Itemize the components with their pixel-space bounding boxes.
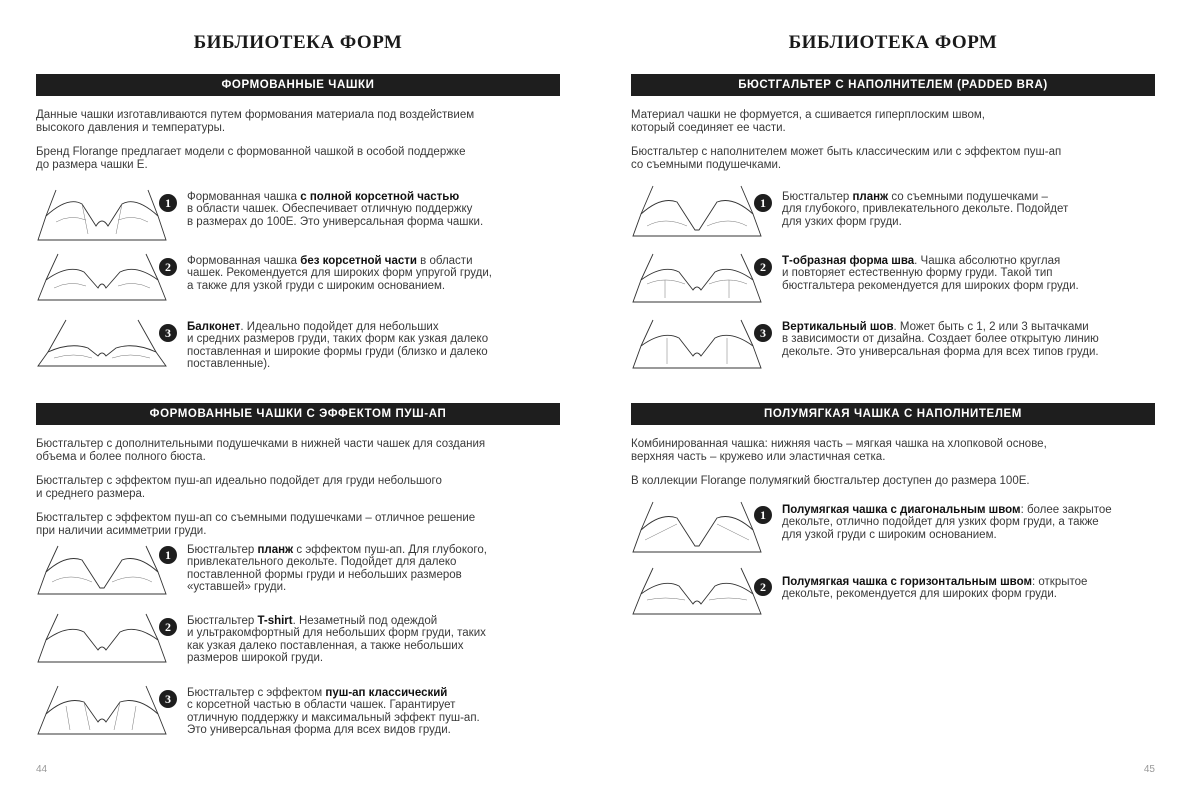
list-item (631, 498, 1155, 560)
bra-vertical-seam-illustration (631, 316, 763, 378)
section-header: ПОЛУМЯГКАЯ ЧАШКА С НАПОЛНИТЕЛЕМ (631, 403, 1155, 425)
item-number-badge: 2 (754, 578, 772, 596)
section-padded-bra (631, 74, 1155, 171)
list-item (631, 316, 1155, 378)
left-page (36, 0, 560, 794)
item-number-badge: 1 (754, 194, 772, 212)
section-molded-push-up (36, 403, 560, 537)
bra-t-shirt-illustration (36, 610, 168, 672)
item-description: Бюстгальтер T-shirt. Незаметный под одеждой и ультракомфортный для небольших форм груди, таких как узкая далеко поставленная, а также небольших размеров широкой груди. (187, 615, 486, 664)
paragraph: В коллекции Florange полумягкий бюстгальтер доступен до размера 100Е. (631, 475, 1030, 487)
item-description: Вертикальный шов. Может быть с 1, 2 или 3 вытачками в зависимости от дизайна. Создает более открытую линию декольте. Это универсальная форма для всех типов груди. (782, 321, 1099, 358)
paragraph: Комбинированная чашка: нижняя часть – мягкая чашка на хлопковой основе, верхняя часть – кружево или эластичная сетка. (631, 438, 1047, 463)
bra-t-seam-illustration (631, 250, 763, 312)
paragraph: Бюстгальтер с эффектом пуш-ап идеально подойдет для груди небольшого и среднего размера. (36, 475, 442, 500)
section-molded-cups (36, 74, 560, 171)
item-description: Полумягкая чашка с горизонтальным швом: открытое декольте, рекомендуется для широких форм груди. (782, 576, 1088, 601)
item-number-badge: 1 (159, 546, 177, 564)
item-description: Балконет. Идеально подойдет для небольших и средних размеров груди, таких форм как узкая далеко поставленная и широкие формы груди (близко и далеко поставленные). (187, 321, 489, 370)
right-page (631, 0, 1155, 794)
item-number-badge: 1 (754, 506, 772, 524)
item-number-badge: 2 (159, 618, 177, 636)
section-header: ФОРМОВАННЫЕ ЧАШКИ (36, 74, 560, 96)
list-item (36, 542, 560, 604)
section-header: БЮСТГАЛЬТЕР С НАПОЛНИТЕЛЕМ (PADDED BRA) (631, 74, 1155, 96)
paragraph: Данные чашки изготавливаются путем формования материала под воздействием высокого давления и температуры. (36, 109, 475, 134)
paragraph: Бюстгальтер с наполнителем может быть классическим или с эффектом пуш-ап со съемными подушечками. (631, 146, 1062, 171)
paragraph: Бюстгальтер с эффектом пуш-ап со съемными подушечками – отличное решение при наличии асимметрии груди. (36, 512, 476, 537)
item-description: Т-образная форма шва. Чашка абсолютно круглая и повторяет естественную форму груди. Такой тип бюстгальтера рекомендуется для широких форм груди. (782, 255, 1079, 292)
item-description: Формованная чашка с полной корсетной частью в области чашек. Обеспечивает отличную поддержку в размерах до 100Е. Это универсальная форма чашки. (187, 191, 484, 228)
item-number-badge: 2 (159, 258, 177, 276)
item-description: Бюстгальтер планж с эффектом пуш-ап. Для глубокого, привлекательного декольте. Подойдет для далеко поставленной формы груди и небольших размеров «уставшей» груди. (187, 544, 487, 593)
bra-plunge-push-up-illustration (36, 542, 168, 604)
paragraph: Бренд Florange предлагает модели с формованной чашкой в особой поддержке до размера чашки Е. (36, 146, 466, 171)
list-item (36, 610, 560, 672)
page-number: 45 (1143, 764, 1155, 775)
list-item (36, 316, 560, 378)
list-item (36, 682, 560, 744)
list-item (631, 182, 1155, 244)
page-title: БИБЛИОТЕКА ФОРМ (788, 32, 998, 53)
bra-no-corset-illustration (36, 250, 168, 312)
bra-padded-plunge-illustration (631, 182, 763, 244)
item-description: Бюстгальтер планж со съемными подушечками – для глубокого, привлекательного декольте. Подойдет для узких форм груди. (782, 191, 1069, 228)
list-item (631, 564, 1155, 626)
list-item (36, 186, 560, 248)
item-description: Полумягкая чашка с диагональным швом: более закрытое декольте, отлично подойдет для узких форм груди, а также для узкой груди с широким основанием. (782, 504, 1112, 541)
section-semi-soft-cup (631, 403, 1155, 488)
bra-diagonal-seam-illustration (631, 498, 763, 560)
list-item (631, 250, 1155, 312)
bra-horizontal-seam-illustration (631, 564, 763, 626)
item-number-badge: 3 (754, 324, 772, 342)
page-title: БИБЛИОТЕКА ФОРМ (193, 32, 403, 53)
paragraph: Бюстгальтер с дополнительными подушечками в нижней части чашек для создания объема и более полного бюста. (36, 438, 486, 463)
item-description: Бюстгальтер с эффектом пуш-ап классический с корсетной частью в области чашек. Гарантирует отличную поддержку и максимальный эффект пуш-ап. Это универсальная форма для всех видов груди. (187, 687, 480, 736)
item-number-badge: 3 (159, 324, 177, 342)
item-number-badge: 3 (159, 690, 177, 708)
list-item (36, 250, 560, 312)
paragraph: Материал чашки не формуется, а сшивается гиперплоским швом, который соединяет ее части. (631, 109, 985, 134)
item-number-badge: 1 (159, 194, 177, 212)
page-number: 44 (36, 764, 48, 775)
bra-balconette-illustration (36, 316, 168, 378)
item-description: Формованная чашка без корсетной части в области чашек. Рекомендуется для широких форм упругой груди, а также для узкой груди с широким основанием. (187, 255, 493, 292)
section-header: ФОРМОВАННЫЕ ЧАШКИ С ЭФФЕКТОМ ПУШ-АП (36, 403, 560, 425)
bra-full-corset-illustration (36, 186, 168, 248)
bra-classic-push-up-illustration (36, 682, 168, 744)
item-number-badge: 2 (754, 258, 772, 276)
